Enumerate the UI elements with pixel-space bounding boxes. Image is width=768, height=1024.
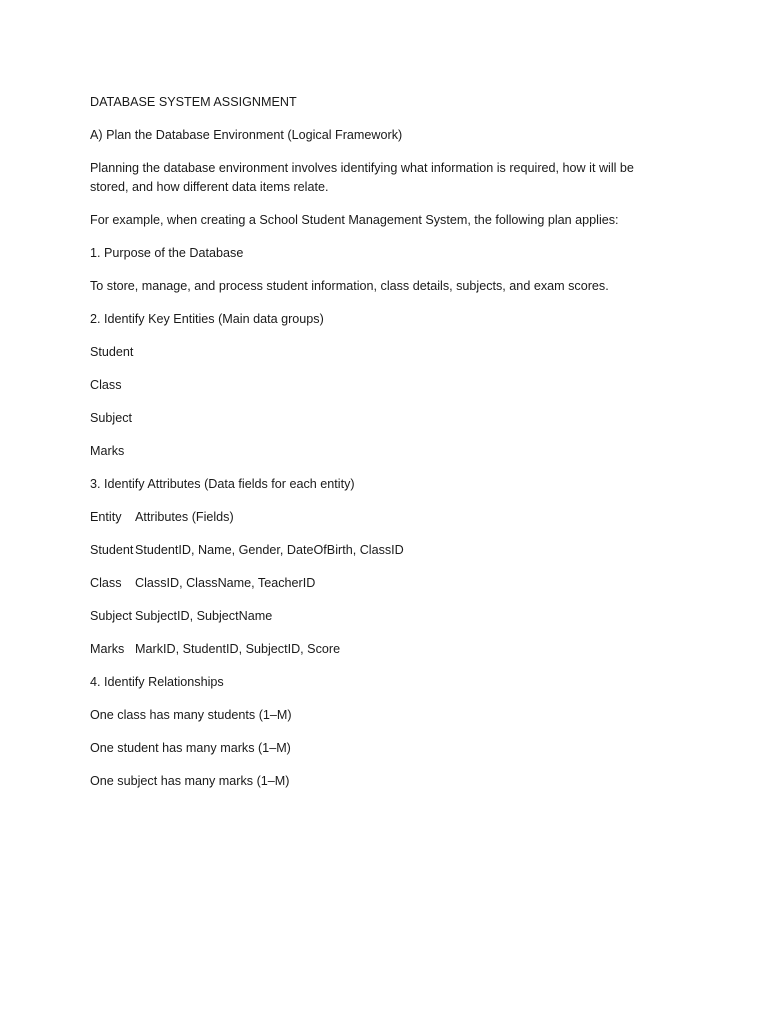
entity-cell: Class xyxy=(90,576,122,590)
attributes-table-row xyxy=(90,640,670,659)
entity-item: Marks xyxy=(90,444,125,458)
attributes-table-row xyxy=(90,541,670,560)
relationships-heading: 4. Identify Relationships xyxy=(90,675,224,689)
attributes-table-row xyxy=(90,607,670,626)
entity-item: Student xyxy=(90,345,134,359)
purpose-text: To store, manage, and process student information, class details, subjects, and exam scores. xyxy=(90,279,609,293)
attributes-cell: MarkID, StudentID, SubjectID, Score xyxy=(135,642,341,656)
attributes-table-row xyxy=(90,574,670,593)
document-title: DATABASE SYSTEM ASSIGNMENT xyxy=(90,95,297,109)
purpose-heading: 1. Purpose of the Database xyxy=(90,246,244,260)
entity-column-header: Entity xyxy=(90,510,122,524)
relationship-item: One subject has many marks (1–M) xyxy=(90,774,290,788)
entity-item: Class xyxy=(90,378,122,392)
attributes-cell: ClassID, ClassName, TeacherID xyxy=(135,576,316,590)
entity-cell: Subject xyxy=(90,609,133,623)
intro-paragraph: Planning the database environment involves identifying what information is required, how it will be stored, and how different data items relate. xyxy=(90,161,634,194)
section-a-heading: A) Plan the Database Environment (Logical Framework) xyxy=(90,128,403,142)
attributes-cell: StudentID, Name, Gender, DateOfBirth, ClassID xyxy=(135,543,404,557)
attributes-column-header: Attributes (Fields) xyxy=(135,510,234,524)
entity-cell: Marks xyxy=(90,642,125,656)
entity-item: Subject xyxy=(90,411,133,425)
entities-heading: 2. Identify Key Entities (Main data groups) xyxy=(90,312,324,326)
example-paragraph: For example, when creating a School Student Management System, the following plan applies: xyxy=(90,213,619,227)
attributes-cell: SubjectID, SubjectName xyxy=(135,609,273,623)
attributes-table-header xyxy=(90,508,670,527)
entity-cell: Student xyxy=(90,543,134,557)
relationship-item: One student has many marks (1–M) xyxy=(90,741,291,755)
relationship-item: One class has many students (1–M) xyxy=(90,708,292,722)
attributes-heading: 3. Identify Attributes (Data fields for each entity) xyxy=(90,477,355,491)
document-body xyxy=(90,93,670,805)
